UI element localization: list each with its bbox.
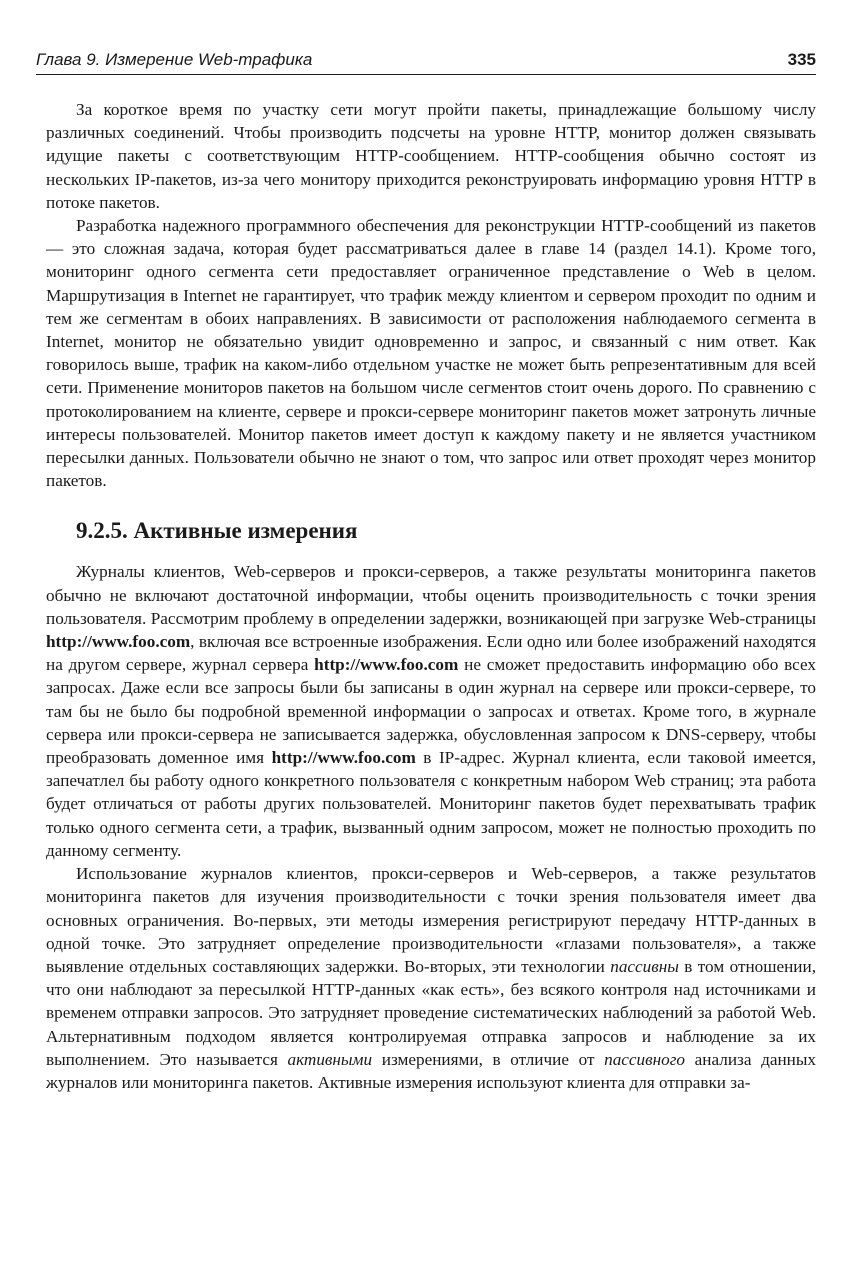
paragraph: Разработка надежного программного обеспечения для реконструкции HTTP-сообщений из пакетов — это сложная задача, которая будет рассматриваться далее в главе 14 (раздел 14.1). Кроме того, мониторинг одного сегмента сети предоставляет ограниченное представление о Web в целом. Маршрутизация в Internet не гарантирует, что трафик между клиентом и сервером проходит по одним и тем же сегментам в обоих направлениях. В зависимости от расположения наблюдаемого сегмента в Internet, монитор не обязательно увидит одновременно и запрос, и связанный с ним ответ. Как говорилось выше, трафик на каком-либо отдельном участке не может быть репрезентативным для всей сети. Применение мониторов пакетов на большом числе сегментов стоит очень дорого. По сравнению с протоколированием на клиенте, сервере и прокси-сервере мониторинг пакетов может затронуть личные интересы пользователей. Монитор пакетов имеет доступ к каждому пакету и не является участником пересылки данных. Пользователи обычно не знают о том, что запрос или ответ проходят через монитор пакетов.: [46, 216, 816, 491]
text-run: анализа данных журналов или мониторинга пакетов. Активные измерения используют клиента для отправки за-: [46, 1049, 816, 1092]
text-run: Журналы клиентов, Web-серверов и прокси-серверов, а также результаты мониторинга пакетов обычно не включают достаточной информации, чтобы оценить производительность с точки зрения пользователя. Рассмотрим проблему в определении задержки, возникающей при загрузке Web-страницы: [46, 562, 816, 628]
url-text: http://www.foo.com: [46, 632, 191, 652]
text-run: измерениями, в отличие от: [372, 1049, 605, 1069]
url-text: http://www.foo.com: [314, 655, 459, 675]
page-number: 335: [787, 50, 816, 69]
emphasis-term: активными: [287, 1049, 373, 1069]
emphasis-term: пассивного: [604, 1049, 686, 1069]
text-run: в том отношении, что они наблюдают за пересылкой HTTP-данных «как есть», без всякого контроля над источниками и временем отправки запросов. Это затрудняет проведение систематических наблюдений за работой Web. Альтернативным подходом является контролируемая отправка запросов и наблюдение за их выполнением. Это называется: [46, 956, 817, 1069]
page-body: [46, 98, 816, 1094]
running-title: Глава 9. Измерение Web-трафика: [36, 50, 313, 69]
emphasis-term: пассивны: [610, 956, 679, 976]
paragraph: [46, 862, 816, 1094]
page-header: [36, 40, 816, 75]
text-run: в IP-адрес. Журнал клиента, если таковой имеется, запечатлел бы работу одного конкретного пользователя с конкретным набором Web страниц; эта работа будет отличаться от работы других пользователей. Мониторинг пакетов будет перехватывать трафик только одного сегмента сети, а трафик, вызванный одним запросом, может не полностью проходить по данному сегменту.: [46, 748, 817, 860]
section-heading: 9.2.5. Активные измерения: [76, 518, 358, 544]
text-run: , включая все встроенные изображения. Если одно или более изображений находятся на другом сервере, журнал сервера: [46, 632, 816, 675]
url-text: http://www.foo.com: [271, 748, 416, 768]
paragraph: За короткое время по участку сети могут пройти пакеты, принадлежащие большому числу различных соединений. Чтобы производить подсчеты на уровне HTTP, монитор должен связывать идущие пакеты с соответствующим HTTP-сообщением. HTTP-сообщения обычно состоят из нескольких IP-пакетов, из-за чего монитору приходится реконструировать информацию уровня HTTP в потоке пакетов.: [46, 100, 816, 212]
text-run: не сможет предоставить информацию обо всех запросах. Даже если все запросы были бы записаны в один журнал на сервере или прокси-сервере, то там бы не было бы подробной временной информации о запросах и ответах. Кроме того, в журнале сервера или прокси-сервера не записывается задержка, обусловленная запросом к DNS-серверу, чтобы преобразовать доменное имя: [46, 655, 816, 768]
text-run: Использование журналов клиентов, прокси-серверов и Web-серверов, а также результатов мониторинга пакетов для изучения производительности с точки зрения пользователя имеет два основных ограничения. Во-первых, эти методы измерения регистрируют передачу HTTP-данных в одной точке. Это затрудняет определение производительности «глазами пользователя», а также выявление отдельных составляющих задержки. Во-вторых, эти технологии: [46, 864, 816, 976]
paragraph: [46, 560, 816, 862]
